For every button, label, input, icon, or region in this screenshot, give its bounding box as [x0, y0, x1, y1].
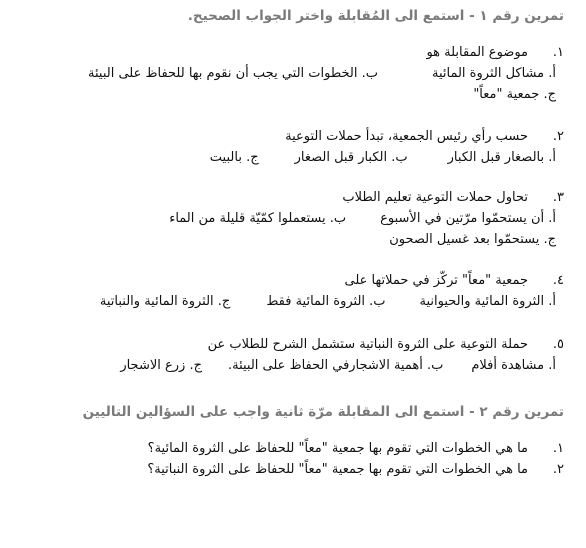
option-b: ب. الثروة المائية فقط — [266, 294, 386, 309]
option-b: ب. الكبار قبل الصغار — [294, 150, 408, 165]
question-5 — [12, 334, 564, 376]
question-stem: موضوع المقابلة هو — [426, 45, 528, 60]
option-a: أ. مشاهدة أفلام — [471, 358, 556, 373]
question-number: ٢. — [552, 129, 564, 144]
option-c: ج. جمعية "معاً" — [473, 87, 556, 102]
question-number: ٥. — [552, 337, 564, 352]
exercise-2-question-2 — [12, 459, 564, 480]
option-b: ب. أهمية الاشجارفي الحفاظ على البيئة. — [227, 358, 444, 373]
question-text: ما هي الخطوات التي تقوم بها جمعية "معاً" للحفاظ على الثروة النباتية؟ — [147, 462, 528, 477]
exercise-1-title: تمرين رقم ١ - استمع الى المُقابلة واختر الجواب الصحيح. — [187, 8, 564, 24]
option-a: أ. أن يستحمّوا مرّتين في الأسبوع — [380, 211, 556, 226]
exercise-2-title: تمرين رقم ٢ - استمع الى المقابلة مرّة ثانية واجب على السؤالين التاليين — [82, 404, 564, 420]
question-text: ما هي الخطوات التي تقوم بها جمعية "معاً" للحفاظ على الثروة المائية؟ — [147, 441, 528, 456]
exercise-2-questions — [12, 438, 564, 480]
question-stem: حسب رأي رئيس الجمعية، تبدأ حملات التوعية — [285, 129, 528, 144]
question-number: ١. — [552, 45, 564, 60]
exercise-2-question-1 — [12, 438, 564, 459]
question-number: ٢. — [552, 462, 564, 477]
question-stem: حملة التوعية على الثروة النباتية ستشمل الشرح للطلاب عن — [207, 337, 528, 352]
question-number: ٣. — [552, 190, 564, 205]
option-a: أ. مشاكل الثروة المائية — [431, 66, 556, 81]
option-a: أ. بالصغار قبل الكبار — [447, 150, 556, 165]
question-4 — [12, 270, 564, 312]
option-c: ج. زرع الاشجار — [120, 358, 202, 373]
option-a: أ. الثروة المائية والحيوانية — [419, 294, 556, 309]
option-c: ج. بالبيت — [209, 150, 259, 165]
option-b: ب. يستعملوا كمّيّة قليلة من الماء — [169, 211, 347, 226]
question-3 — [12, 187, 564, 250]
option-c: ج. يستحمّوا بعد غسيل الصحون — [389, 232, 556, 247]
option-b: ب. الخطوات التي يجب أن نقوم بها للحفاظ على البيئة — [88, 66, 378, 81]
question-1 — [12, 42, 564, 105]
question-2 — [12, 126, 564, 168]
question-number: ١. — [552, 441, 564, 456]
question-stem: جمعية "معاً" تركّز في حملاتها على — [344, 273, 528, 288]
option-c: ج. الثروة المائية والنباتية — [99, 294, 231, 309]
question-stem: تحاول حملات التوعية تعليم الطلاب — [342, 190, 528, 205]
question-number: ٤. — [552, 273, 564, 288]
